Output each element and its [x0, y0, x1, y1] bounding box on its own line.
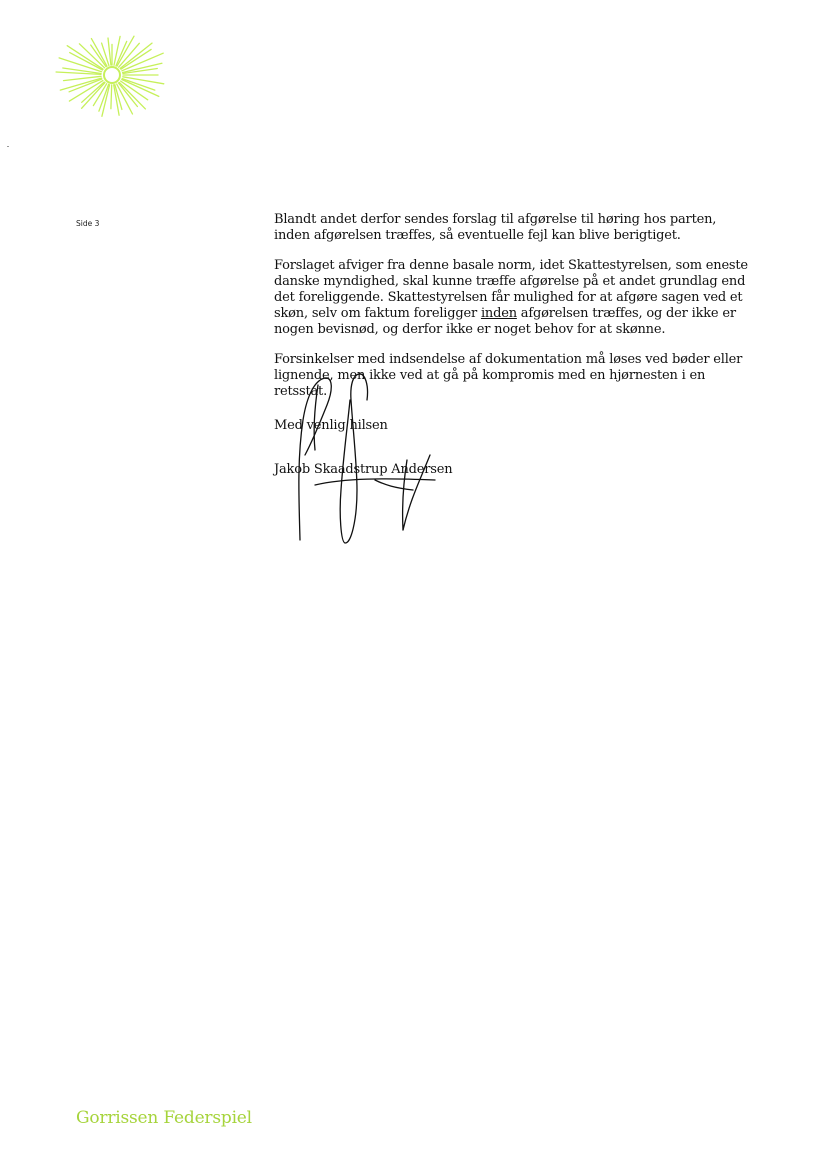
- paragraph-1: Blandt andet derfor sendes forslag til afgørelse til høring hos parten, inden afgørelsen træffes, så eventuelle fejl kan blive berigtiget.: [274, 212, 717, 243]
- page-number: Side 3: [76, 219, 100, 228]
- logo-ray: [108, 38, 111, 65]
- logo-ray: [69, 79, 102, 92]
- paragraph-2-end: afgørelsen træffes, og der ikke er nogen bevisnød, og derfor ikke er noget behov for at skønne.: [274, 306, 736, 337]
- logo-center-ring: [104, 67, 120, 83]
- logo-ray: [122, 79, 155, 91]
- logo-ray: [114, 36, 120, 65]
- paragraph-2-underlined-word: inden: [480, 306, 517, 321]
- footer-brand-name: Gorrissen Federspiel: [76, 1108, 252, 1128]
- paragraph-2-start: Forslaget afviger fra denne basale norm, idet Skattestyrelsen, som eneste danske myndighed, skal kunne træffe afgørelse på et andet grundlag end det foreliggende. Skattestyrelsen får mulighed for at afgøre sagen ved et skøn, selv om faktum foreligger: [274, 258, 748, 321]
- closing-greeting: Med venlig hilsen: [274, 418, 388, 433]
- paragraph-3: Forsinkelser med indsendelse af dokumentation må løses ved bøder eller lignende, men ikke ved at gå på kompromis med en hjørnesten i en retsstat.: [274, 352, 743, 399]
- sunburst-logo-icon: [55, 30, 165, 120]
- letter-body: [274, 212, 754, 492]
- logo-ray: [111, 85, 112, 109]
- scan-speck: [7, 146, 9, 147]
- signatory-name: Jakob Skaadstrup Andersen: [274, 462, 453, 477]
- logo-ray: [116, 41, 127, 65]
- paragraph-2: [274, 258, 754, 338]
